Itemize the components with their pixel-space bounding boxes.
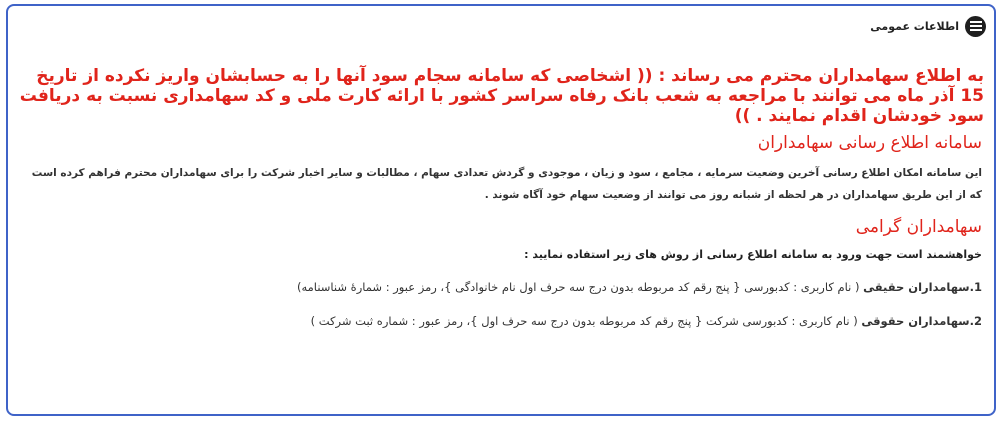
method-number: 2. [969,314,982,328]
menu-lines-icon [970,21,982,31]
panel-title: اطلاعات عمومی [870,19,959,33]
info-system-description: این سامانه امکان اطلاع رسانی آخرین وضعیت سرمایه ، مجامع ، سود و زیان ، موجودی و گردش تعدادی سهام ، مطالبات و سایر اخبار شرکت را برای سهامداران محترم فراهم کرده است که از این طریق سهامداران در هر لحظه از شبانه روز می توانند از وضعیت سهام خود آگاه شوند . [31,167,982,201]
login-guide-intro: خواهشمند است جهت ورود به سامانه اطلاع رسانی از روش های زیر استفاده نمایید : [524,248,982,261]
info-panel [6,4,996,416]
method-title: سهامداران حقوقی [861,314,970,328]
method-detail: ( نام کاربری : کدبورسی { پنج رقم کد مربوطه بدون درج سه حرف اول نام خانوادگی }، رمز عبور : شمارهٔ شناسنامه) [297,280,864,294]
login-method-legal [20,313,982,329]
method-number: 1. [969,280,982,294]
method-detail: ( نام کاربری : کدبورسی شرکت { پنج رقم کد مربوطه بدون درج سه حرف اول }، رمز عبور : شماره ثبت شرکت ) [310,314,862,328]
section-heading-info-system: سامانه اطلاع رسانی سهامداران [757,133,982,153]
shareholder-notice: به اطلاع سهامداران محترم می رساند : (( اشخاصی که سامانه سجام سود آنها را به حسابشان واریز نکرده از تاریخ 15 آذر ماه می توانند با مراجعه به شعب بانک رفاه سراسر کشور با ارائه کارت ملی و کد سهامداری نسبت به دریافت سود خودشان اقدام نمایند . )) [19,66,984,126]
section-heading-dear-shareholders: سهامداران گرامی [855,217,982,237]
method-title: سهامداران حقیقی [863,280,970,294]
menu-icon[interactable] [965,16,986,37]
login-method-natural [20,279,982,295]
panel-header [8,6,994,38]
